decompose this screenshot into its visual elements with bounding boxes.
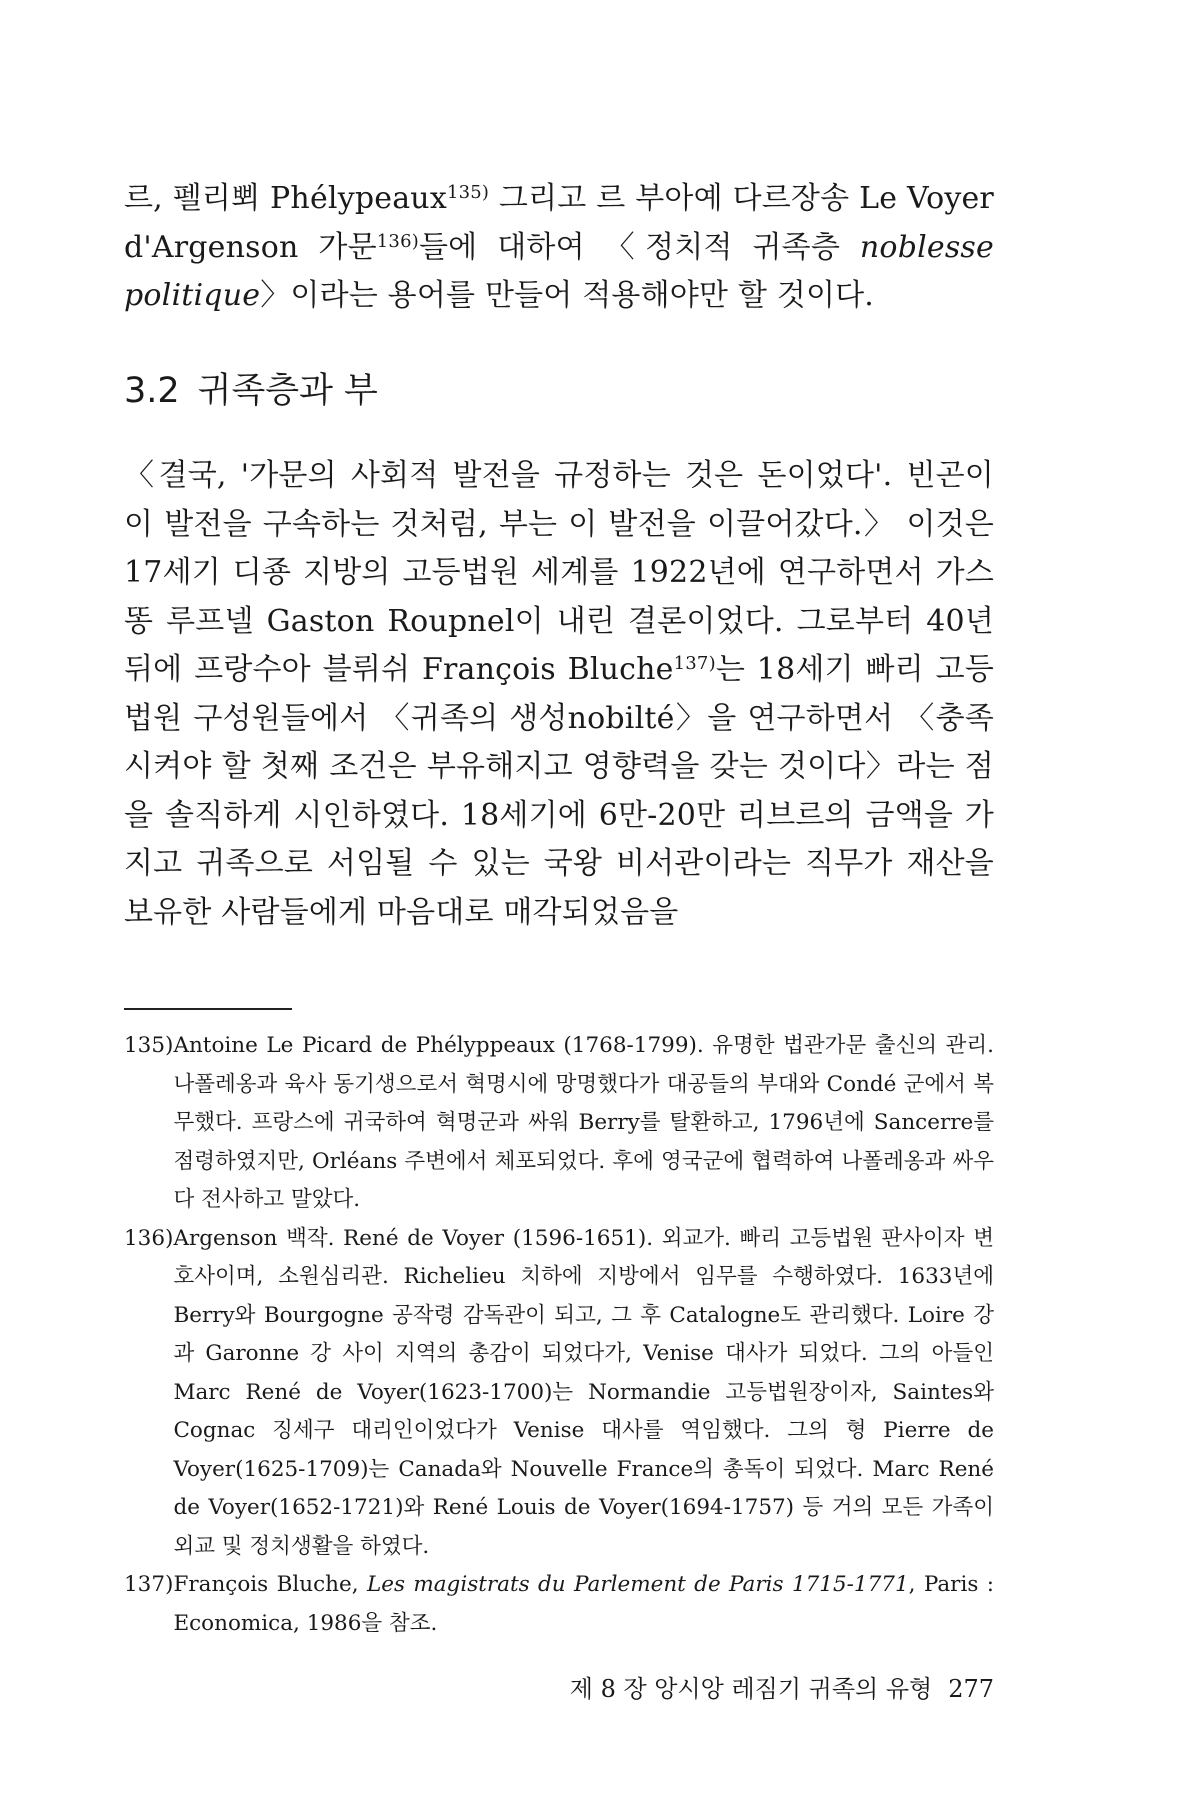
footnote-text	[173, 1566, 994, 1643]
running-title: 제 8 장 앙시앙 레짐기 귀족의 유형	[569, 1675, 933, 1703]
citation-author: François Bluche,	[173, 1572, 367, 1597]
footnote-number: 137)	[124, 1572, 174, 1597]
paragraph-text: 르, 펠리뾔 Phélypeaux	[124, 181, 447, 216]
paragraph-text: 그리고 르 부아예 다르장송 Le Voyer d'Argenson 가문	[124, 181, 994, 265]
footnote-text: Argenson 백작. René de Voyer (1596-1651). 외교가. 빠리 고등법원 판사이자 변호사이며, 소원심리관. Richelieu 치하에 지방에서 임무를 수행하였다. 1633년에 Berry와 Bourgogne 공작령 감독관이 되고, 그 후 Catalogne도 관리했다. Loire 강과 Garonne 강 사이 지역의 총감이 되었다가, Venise 대사가 되었다. 그의 아들인 Marc René de Voyer(1623-1700)는 Normandie 고등법원장이자, Saintes와 Cognac 징세구 대리인이었다가 Venise 대사를 역임했다. 그의 형 Pierre de Voyer(1625-1709)는 Canada와 Nouvelle France의 총독이 되었다. Marc René de Voyer(1652-1721)와 René Louis de Voyer(1694-1757) 등 거의 모든 가족이 외교 및 정치생활을 하였다.	[173, 1225, 994, 1559]
italic-term: noblesse politique	[124, 229, 994, 313]
footnote-135	[124, 1027, 994, 1220]
footnote-number: 136)	[124, 1225, 174, 1251]
footnote-136	[124, 1220, 994, 1567]
paragraph	[124, 452, 994, 937]
footnote-number: 135)	[124, 1033, 174, 1058]
footnote-ref-136: 136)	[376, 230, 419, 252]
running-footer	[570, 1673, 994, 1705]
footnote-137	[124, 1566, 994, 1643]
paragraph-text: 〉이라는 용어를 만들어 적용해야만 할 것이다.	[260, 278, 875, 313]
footnotes	[124, 1027, 994, 1643]
footnote-ref-137: 137)	[673, 653, 716, 675]
paragraph-text: 들에 대하여 〈정치적 귀족층	[418, 229, 860, 265]
section-number: 3.2	[124, 371, 180, 411]
paragraph-text: 는 18세기 빠리 고등법원 구성원들에서 〈귀족의 생성nobilté〉을 연구하면서 〈충족시켜야 할 첫째 조건은 부유해지고 영향력을 갖는 것이다〉라는 점을 솔직하게 시인하였다. 18세기에 6만-20만 리브르의 금액을 가지고 귀족으로 서임될 수 있는 국왕 비서관이라는 직무가 재산을 보유한 사람들에게 마음대로 매각되었음을	[124, 652, 995, 930]
paragraph-text: 〈결국, '가문의 사회적 발전을 규정하는 것은 돈이었다'. 빈곤이 이 발전을 구속하는 것처럼, 부는 이 발전을 이끌어갔다.〉 이것은 17세기 디죵 지방의 고등법원 세계를 1922년에 연구하면서 가스똥 루프넬 Gaston Roupnel이 내린 결론이었다. 그로부터 40년 뒤에 프랑수아 블뤼쉬 François Bluche	[124, 458, 994, 687]
page-number: 277	[948, 1675, 994, 1703]
section-heading	[124, 369, 378, 413]
paragraph-continued	[124, 175, 994, 321]
footnote-ref-135: 135)	[446, 182, 490, 204]
section-title: 귀족층과 부	[197, 371, 378, 411]
citation-title: Les magistrats du Parlement de Paris 1715-1771	[366, 1572, 909, 1597]
footnote-separator	[124, 1008, 292, 1010]
citation-publisher: , Paris : Economica, 1986을 참조.	[173, 1572, 994, 1636]
footnote-text: Antoine Le Picard de Phélyppeaux (1768-1799). 유명한 법관가문 출신의 관리. 나폴레옹과 육사 동기생으로서 혁명시에 망명했다가 대공들의 부대와 Condé 군에서 복무했다. 프랑스에 귀국하여 혁명군과 싸워 Berry를 탈환하고, 1796년에 Sancerre를 점령하였지만, Orléans 주변에서 체포되었다. 후에 영국군에 협력하여 나폴레옹과 싸우다 전사하고 말았다.	[173, 1033, 994, 1212]
